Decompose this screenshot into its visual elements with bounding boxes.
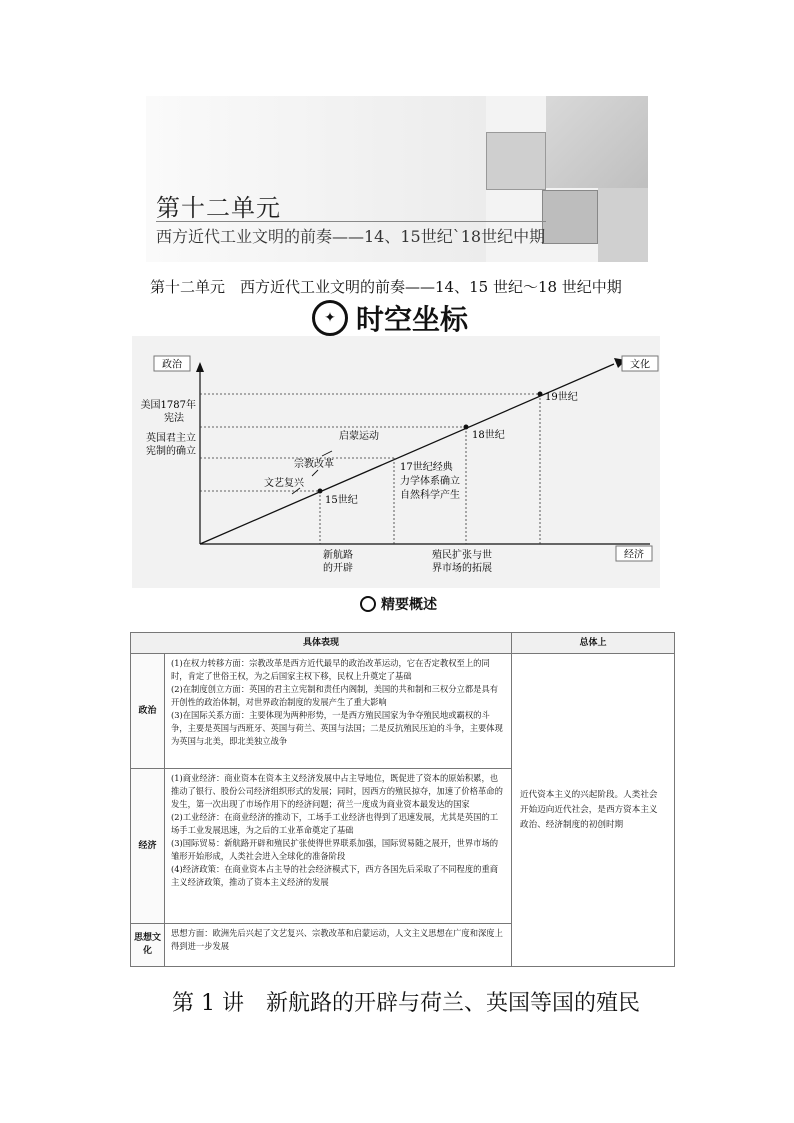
overview-title — [360, 594, 437, 614]
table-header-row — [131, 633, 675, 654]
economy-description — [165, 769, 512, 924]
lecture-title: 第 1 讲 新航路的开辟与荷兰、英国等国的殖民 — [172, 991, 640, 1016]
ship-photo — [486, 132, 546, 190]
label-enlightenment: 启蒙运动 — [339, 431, 379, 442]
x-axis-label: 经济 — [624, 549, 644, 561]
left-label-uk-2: 宪制的确立 — [146, 446, 196, 457]
category-politics: 政治 — [131, 654, 165, 769]
culture-label: 文化 — [630, 359, 650, 371]
point-18c — [464, 425, 469, 430]
label-15c: 15世纪 — [325, 495, 358, 506]
table-row-politics — [131, 654, 675, 769]
section-title-text: 时空坐标 — [356, 303, 469, 336]
parliament-photo — [542, 190, 598, 244]
politics-description — [165, 654, 512, 769]
label-renaissance: 文艺复兴 — [264, 478, 304, 489]
trend-line — [200, 364, 614, 544]
mid-label-1: 17世纪经典 — [400, 462, 453, 473]
header-overall: 总体上 — [512, 633, 675, 654]
mid-label-2: 力学体系确立 — [400, 476, 460, 487]
politics-item: (1)在权力转移方面：宗教改革是西方近代最早的政治改革运动，它在否定教权至上的同时，肯定了世俗王权，为之后国家主权下移，民权上升奠定了基础 — [171, 658, 490, 681]
left-label-uk-1: 英国君主立 — [146, 433, 196, 444]
label-reformation: 宗教改革 — [294, 459, 334, 470]
compass-icon: ✦ — [312, 300, 348, 336]
bottom-label-colony-2: 界市场的拓展 — [432, 563, 492, 574]
economy-item: (3)国际贸易：新航路开辟和殖民扩张使得世界联系加强，国际贸易随之展开，世界市场的雏形开始形成，人类社会进入全球化的准备阶段 — [171, 838, 499, 861]
summary-table — [130, 632, 675, 967]
point-19c — [538, 392, 543, 397]
culture-description — [165, 924, 512, 967]
y-axis-arrow — [196, 362, 204, 372]
overview-title-text: 精要概述 — [381, 597, 437, 613]
banner-cube-decoration — [546, 96, 648, 188]
left-label-us-1: 美国1787年 — [140, 400, 196, 411]
bottom-label-route-2: 的开辟 — [323, 563, 353, 574]
banner-title: 第十二单元 — [156, 194, 281, 222]
overall-summary: 近代资本主义的兴起阶段。人类社会开始迈向近代社会，是西方资本主义政治、经济制度的初创时期 — [512, 654, 675, 967]
circle-icon — [360, 596, 376, 612]
economy-item: (1)商业经济：商业资本在资本主义经济发展中占主导地位，既促进了资本的原始积累，也推动了银行、股份公司经济组织形式的发展；同时，因西方的殖民掠夺，加速了价格革命的发生，第一次出现了市场作用下的经济问题；荷兰一度成为商业资本最发达的国家 — [171, 773, 503, 809]
unit-heading: 第十二单元 西方近代工业文明的前奏——14、15 世纪～18 世纪中期 — [150, 278, 622, 296]
politics-item: (3)在国际关系方面：主要体现为两种形势，一是西方殖民国家为争夺殖民地或霸权的斗争，主要是英国与西班牙、英国与荷兰、英国与法国；二是反抗殖民压迫的斗争，主要体现为英国与北美，即北美独立战争 — [171, 710, 503, 746]
left-label-us-2: 宪法 — [164, 413, 184, 424]
economy-item: (4)经济政策：在商业资本占主导的社会经济模式下，西方各国先后采取了不同程度的重商主义经济政策，推动了资本主义经济的发展 — [171, 864, 499, 887]
politics-item: (2)在制度创立方面：英国的君主立宪制和责任内阁制，美国的共和制和三权分立都是具有开创性的政治体制，对世界政治制度的发展产生了重大影响 — [171, 684, 499, 707]
label-19c: 19世纪 — [545, 392, 578, 403]
category-culture: 思想文化 — [131, 924, 165, 967]
timeline-diagram — [132, 336, 660, 588]
culture-item: 思想方面：欧洲先后兴起了文艺复兴、宗教改革和启蒙运动，人文主义思想在广度和深度上得到进一步发展 — [171, 928, 503, 951]
bottom-label-route-1: 新航路 — [323, 550, 353, 561]
point-15c — [318, 489, 323, 494]
y-axis-label: 政治 — [162, 359, 182, 371]
banner-cube-side — [598, 188, 648, 262]
category-economy: 经济 — [131, 769, 165, 924]
bottom-label-colony-1: 殖民扩张与世 — [432, 550, 492, 561]
label-18c: 18世纪 — [472, 430, 505, 441]
mid-label-3: 自然科学产生 — [400, 490, 460, 501]
banner-subtitle: 西方近代工业文明的前奏——14、15世纪`18世纪中期 — [156, 221, 546, 247]
header-specific: 具体表现 — [131, 633, 512, 654]
timeline-svg — [132, 336, 660, 588]
economy-item: (2)工业经济：在商业经济的推动下，工场手工业经济也得到了迅速发展，尤其是英国的工场手工业发展迅速，为之后的工业革命奠定了基础 — [171, 812, 499, 835]
section-title — [312, 298, 468, 338]
unit-banner — [146, 96, 648, 262]
